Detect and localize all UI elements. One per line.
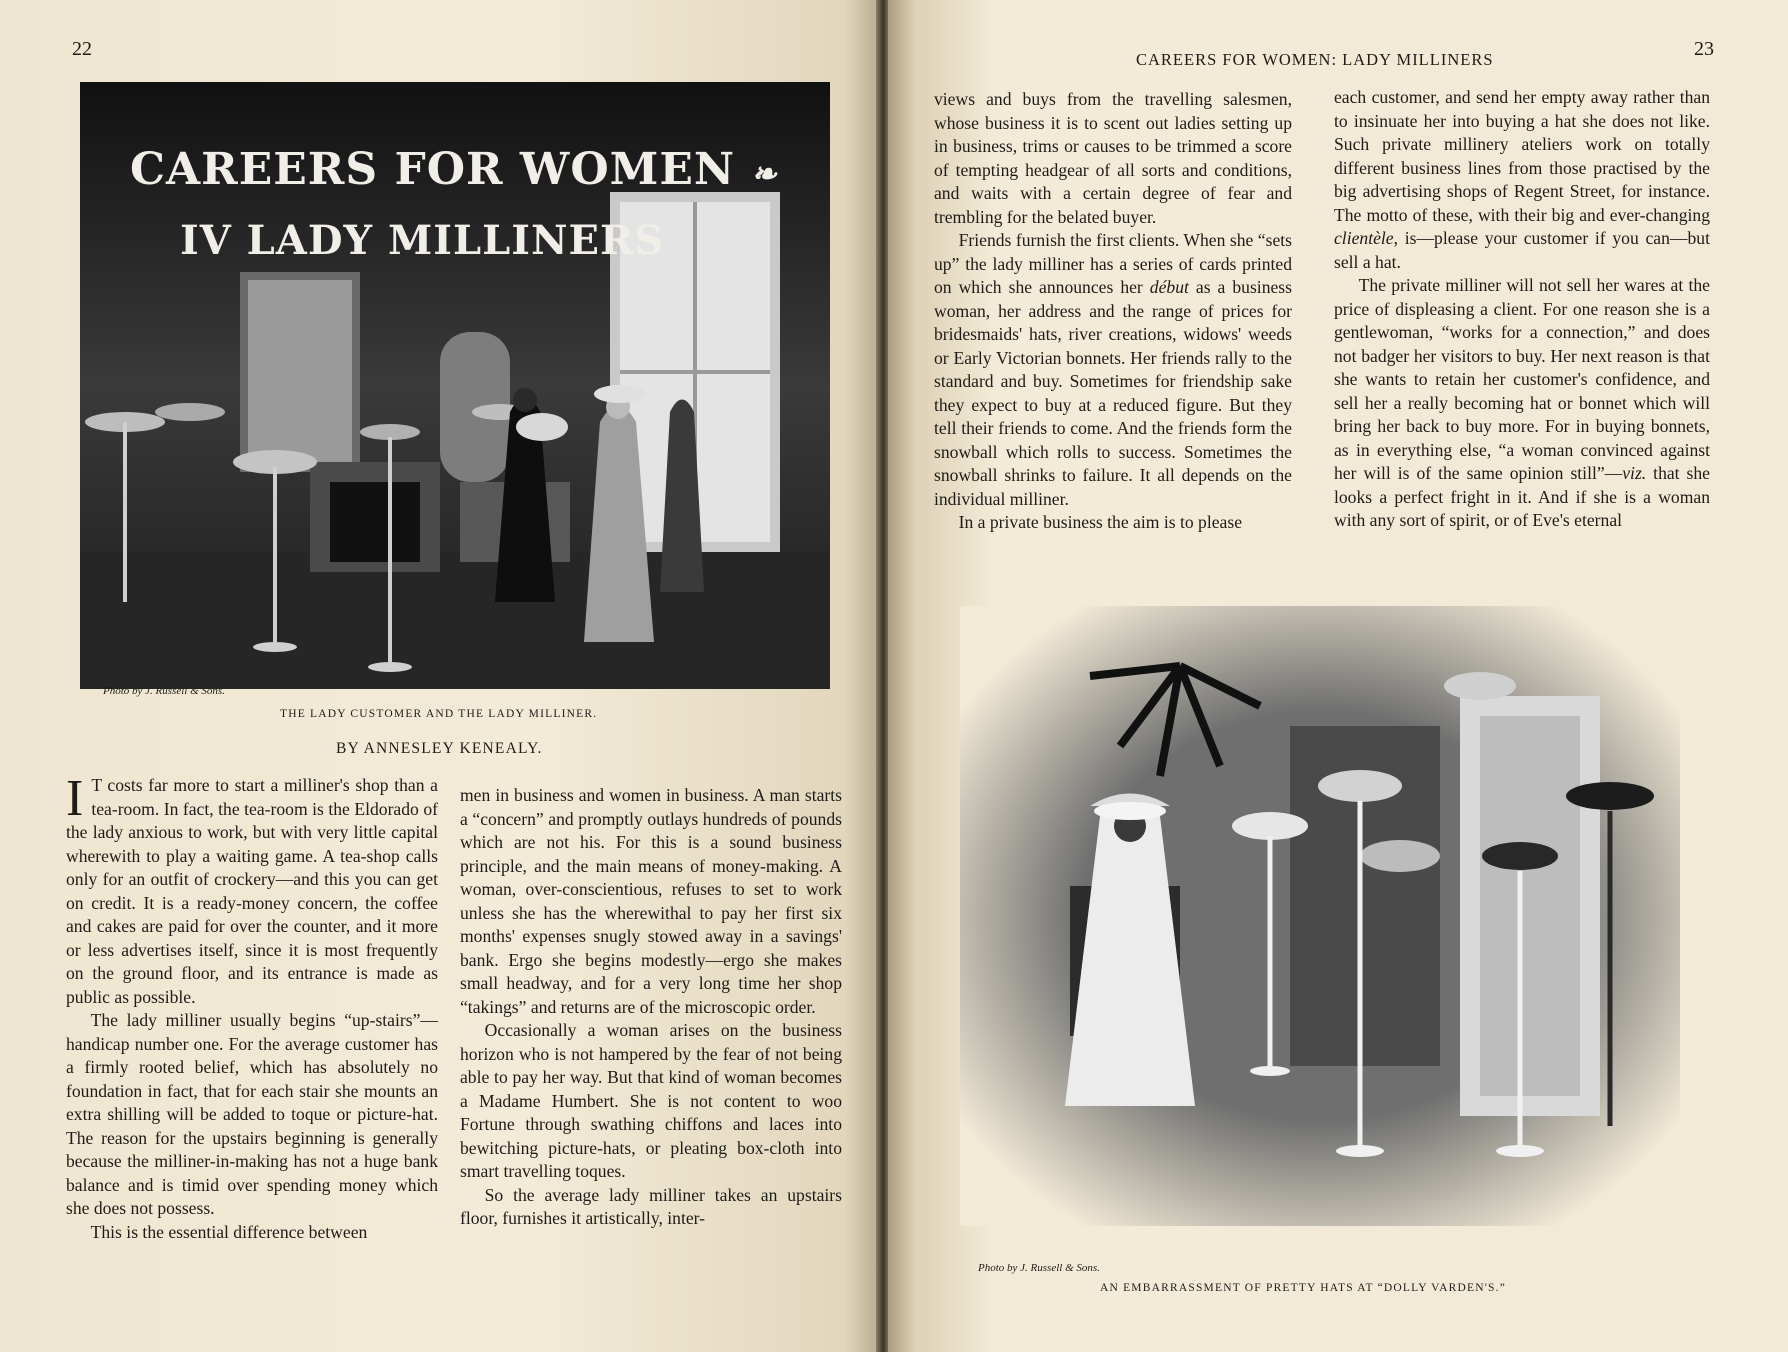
paragraph: This is the essential difference between <box>90 1221 368 1242</box>
paragraph: The private milliner will not sell her wares at the price of displeasing a client. For one reason she is a gentlewoman, “works for a connection,” and does not badger her visitors to buy. Her next reason is that she wants to retain her customer's confidence, and sell her a really becoming hat or bonnet which will bring her back to buy more. For in buying bonnets, as in everything else, “a woman convinced against her will is of the same opinion still”—viz. that she looks a perfect fright in it. And if she is a woman with any sort of spirit, or of Eve's eternal <box>1334 275 1710 530</box>
right-page <box>888 0 1788 1352</box>
paragraph: Friends furnish the first clients. When she “sets up” the lady milliner has a series of cards printed on which she announces her début as a business woman, her address and the range of prices for bridesmaids' hats, river creations, widows' weeds or Early Victorian bonnets. Her friends rally to the standard and buy. Sometimes for friendship sake they expect to buy at a reduced figure. But they tell their friends to come. And the friends form the snowball which rolls to success. Sometimes the snowball shrinks to failure. It all depends on the individual milliner. <box>934 230 1292 509</box>
left-page <box>0 0 880 1352</box>
article-column-2 <box>460 784 842 1231</box>
article-title-line2: IV LADY MILLINERS <box>180 217 665 264</box>
article-photo-shop-interior <box>80 82 830 689</box>
article-column-1 <box>66 770 438 1244</box>
page-number: 23 <box>1694 38 1714 60</box>
paragraph: So the average lady milliner takes an upstairs floor, furnishes it artistically, inter- <box>460 1184 842 1228</box>
hat-display-illustration <box>960 606 1680 1226</box>
paragraph: Occasionally a woman arises on the business horizon who is not hampered by the fear of not being able to pay her way. But that kind of woman becomes a Madame Humbert. She is not content to woo Fortune through swathing chiffons and laces into bewitching picture-hats, or pleating box-cloth into smart travelling toques. <box>460 1020 842 1181</box>
paragraph: men in business and women in business. A man starts a “concern” and promptly outlays hundreds of pounds which are not his. For this is a sound business principle, and the main means of money-making. A woman, over-conscientious, refuses to set to work unless she has the wherewithal to pay her first six months' expenses snugly stowed away in a savings' bank. Ergo she begins modestly—ergo she makes small headway, and for a very long time her shop “takings” and returns are of the microscopic order. <box>460 785 842 1017</box>
paragraph: In a private business the aim is to please <box>958 512 1243 532</box>
paragraph: T costs far more to start a milliner's shop than a tea-room. In fact, the tea-room is the Eldorado of the lady anxious to work, but with very little capital wherewith to play a waiting game. A tea-shop calls only for an outfit of crockery—and this you can get on credit. It is a ready-money concern, the coffee and cakes are paid for over the counter, and it more or less advertises itself, since it is most frequently on the ground floor, and its entrance is made as public as possible. <box>66 775 438 1007</box>
title-ornament: ❧ <box>751 157 778 192</box>
photo-credit: Photo by J. Russell & Sons. <box>103 685 225 697</box>
photo-caption: AN EMBARRASSMENT OF PRETTY HATS AT “DOLLY VARDEN'S.” <box>1100 1282 1507 1294</box>
article-photo-hat-display <box>960 606 1680 1226</box>
byline: BY ANNESLEY KENEALY. <box>336 740 543 757</box>
paragraph: each customer, and send her empty away rather than to insinuate her into buying a hat she does not like. Such private millinery ateliers work on totally different business lines from those practised by the big advertising shops of Regent Street, for instance. The motto of these, with their big and ever-changing clientèle, is—please your customer if you can—but sell a hat. <box>1334 87 1710 272</box>
photo-credit: Photo by J. Russell & Sons. <box>978 1262 1100 1274</box>
article-column-3 <box>934 88 1292 535</box>
article-title-line1 <box>130 144 778 195</box>
page-number: 22 <box>72 38 92 60</box>
paragraph: The lady milliner usually begins “up-stairs”—handicap number one. For the average customer has a firmly rooted belief, which has absolutely no foundation in fact, that for each stair she mounts an extra shilling will be added to toque or picture-hat. The reason for the upstairs beginning is generally because the milliner-in-making has not a huge bank balance and is timid over spending money which she does not possess. <box>66 1010 438 1218</box>
title-text: CAREERS FOR WOMEN <box>130 144 736 195</box>
drop-cap: I <box>66 770 84 827</box>
running-head: CAREERS FOR WOMEN: LADY MILLINERS <box>1136 50 1494 69</box>
paragraph: views and buys from the travelling salesmen, whose business it is to scent out ladies setting up in business, trims or causes to be trimmed a score of tempting headgear of all sorts and conditions, and waits with a certain degree of fear and trembling for the belated buyer. <box>934 89 1292 227</box>
photo-caption: THE LADY CUSTOMER AND THE LADY MILLINER. <box>280 708 598 720</box>
article-column-4 <box>1334 86 1710 533</box>
